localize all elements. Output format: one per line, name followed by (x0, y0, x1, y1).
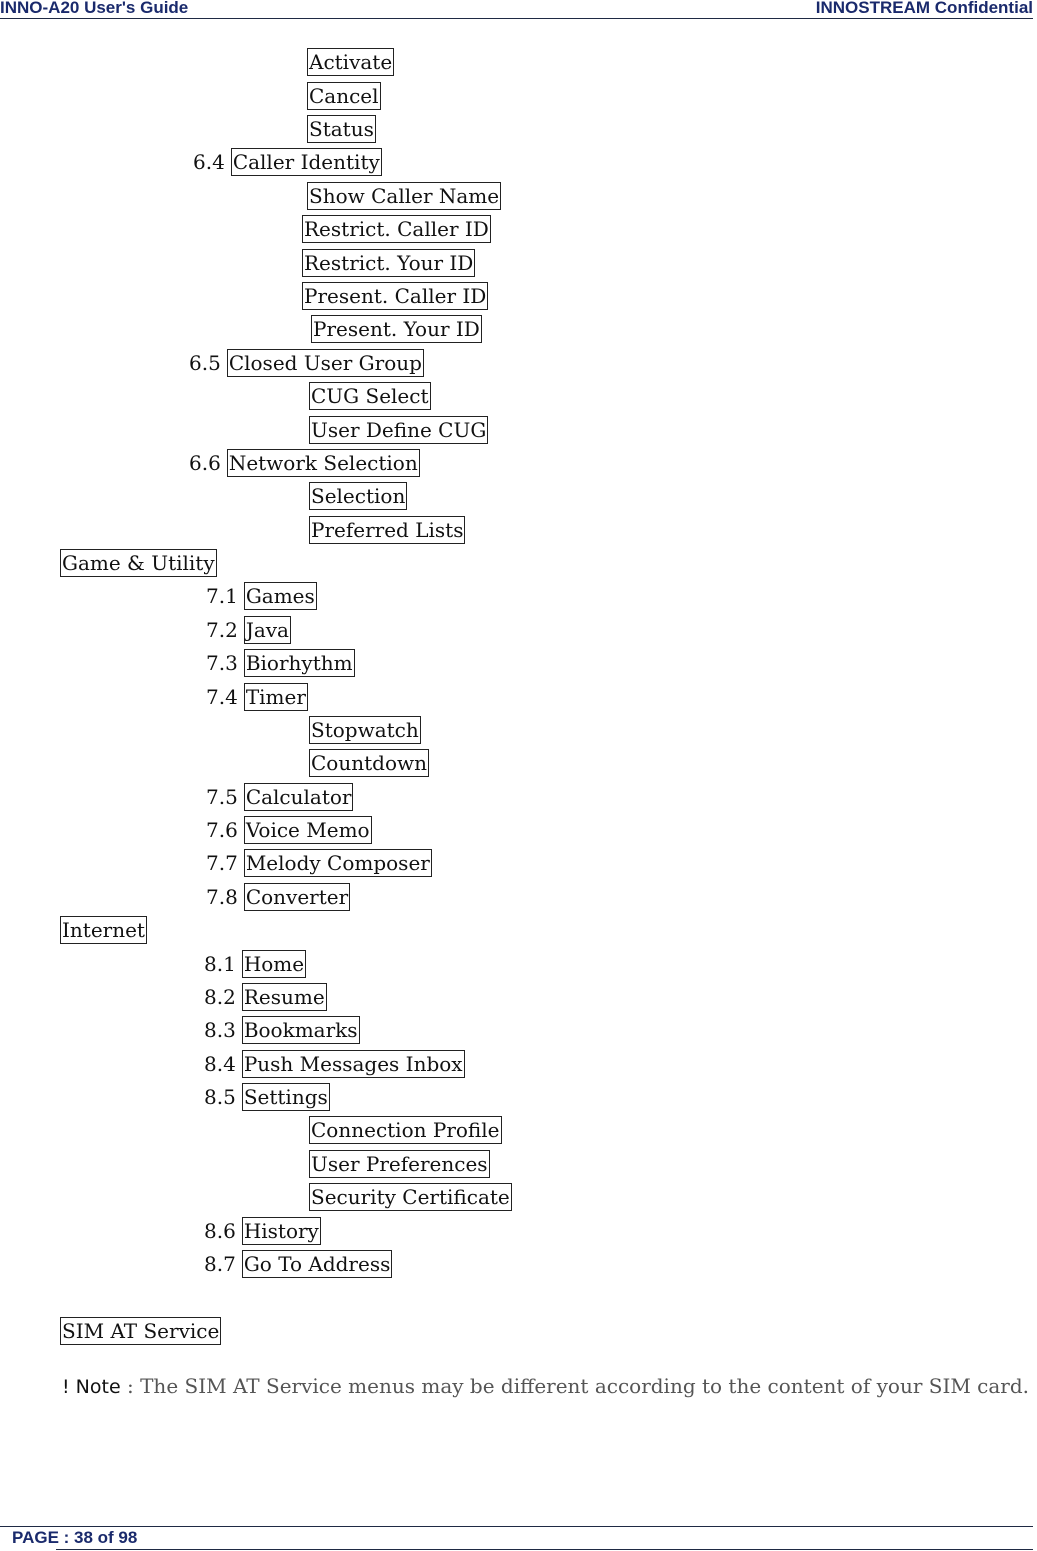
page-header (0, 0, 1033, 19)
menu-item-label: Biorhythm (245, 651, 353, 675)
menu-item-label: Resume (243, 985, 325, 1009)
menu-item-label: Present. Your ID (313, 317, 480, 341)
menu-item-number: 6.5 (189, 351, 221, 375)
menu-item-number: 7.2 (206, 618, 238, 642)
note-text: : The SIM AT Service menus may be different according to the content of your SIM card. (120, 1374, 1030, 1398)
menu-item (204, 1250, 392, 1278)
menu-item-label: Game & Utility (62, 551, 215, 575)
menu-item-number: 8.4 (204, 1052, 236, 1076)
menu-item (302, 249, 475, 277)
menu-item (193, 148, 382, 176)
menu-item-number: 7.4 (206, 685, 238, 709)
menu-item-label: Show Caller Name (309, 184, 500, 208)
menu-item (206, 816, 372, 844)
menu-item-label: Games (245, 584, 315, 608)
menu-item-label: Closed User Group (228, 351, 422, 375)
menu-item-label: Selection (311, 484, 406, 508)
menu-item-label: Cancel (309, 84, 379, 108)
menu-item-label: Converter (245, 885, 349, 909)
menu-item-number: 7.5 (206, 785, 238, 809)
menu-item (204, 1217, 321, 1245)
menu-item (309, 1150, 490, 1178)
menu-item (307, 182, 501, 210)
menu-item-label: Status (309, 117, 374, 141)
menu-item-label: Push Messages Inbox (243, 1052, 463, 1076)
menu-item (204, 983, 327, 1011)
menu-item-number: 8.1 (204, 952, 236, 976)
menu-item (309, 749, 429, 777)
menu-item-label: Java (245, 618, 289, 642)
menu-item (309, 1116, 502, 1144)
footer-rule-top (0, 1526, 1033, 1527)
menu-item-number: 7.1 (206, 584, 238, 608)
menu-item-label: Go To Address (243, 1252, 391, 1276)
menu-item (204, 1083, 330, 1111)
menu-item-number: 6.6 (189, 451, 221, 475)
menu-item (307, 115, 376, 143)
menu-item-label: Preferred Lists (311, 518, 464, 542)
menu-item (307, 82, 381, 110)
menu-item-label: User Define CUG (311, 418, 487, 442)
note-label: ! Note (62, 1376, 121, 1398)
menu-item-label: Present. Caller ID (304, 284, 487, 308)
menu-item-label: Internet (62, 918, 145, 942)
menu-item-label: History (243, 1219, 319, 1243)
menu-item (309, 482, 407, 510)
menu-item-number: 8.6 (204, 1219, 236, 1243)
menu-item (204, 1016, 360, 1044)
menu-item (309, 382, 431, 410)
menu-item-number: 7.8 (206, 885, 238, 909)
menu-item-number: 7.7 (206, 851, 238, 875)
menu-item (309, 716, 421, 744)
menu-item-number: 7.6 (206, 818, 238, 842)
menu-item-label: User Preferences (311, 1152, 488, 1176)
page-footer (0, 1526, 1033, 1550)
note (62, 1374, 1029, 1398)
menu-item (206, 616, 291, 644)
menu-item (204, 950, 306, 978)
menu-item-number: 8.5 (204, 1085, 236, 1109)
menu-item (302, 282, 488, 310)
menu-item (311, 315, 482, 343)
menu-item-number: 8.7 (204, 1252, 236, 1276)
menu-item-label: Melody Composer (245, 851, 430, 875)
menu-item (206, 582, 317, 610)
menu-item-label: Bookmarks (243, 1018, 358, 1042)
menu-item-label: Calculator (245, 785, 352, 809)
menu-item (206, 683, 308, 711)
menu-item-label: CUG Select (311, 384, 429, 408)
page-number: PAGE : 38 of 98 (12, 1528, 138, 1547)
menu-item (309, 416, 488, 444)
menu-item-label: Restrict. Caller ID (304, 217, 489, 241)
menu-item (189, 449, 420, 477)
menu-item-label: Restrict. Your ID (304, 251, 474, 275)
menu-item-label: Connection Profile (311, 1118, 500, 1142)
menu-item-number: 8.2 (204, 985, 236, 1009)
menu-item (60, 549, 217, 577)
menu-item-label: SIM AT Service (62, 1319, 220, 1343)
menu-item (307, 48, 394, 76)
menu-item-label: Voice Memo (245, 818, 370, 842)
menu-item (206, 783, 353, 811)
menu-item (309, 1183, 512, 1211)
menu-item (302, 215, 491, 243)
menu-item (206, 649, 355, 677)
menu-item-number: 6.4 (193, 150, 225, 174)
menu-item (204, 1050, 465, 1078)
footer-rule-bottom (56, 1549, 1033, 1550)
menu-item-label: Countdown (311, 751, 427, 775)
menu-item-label: Security Certificate (311, 1185, 510, 1209)
header-doc-title: INNO-A20 User's Guide (0, 0, 189, 17)
menu-item-number: 8.3 (204, 1018, 236, 1042)
menu-item-label: Timer (245, 685, 306, 709)
menu-item (206, 849, 432, 877)
header-confidential: INNOSTREAM Confidential (815, 0, 1033, 17)
menu-item-label: Settings (243, 1085, 328, 1109)
menu-item-label: Home (243, 952, 305, 976)
menu-item (309, 516, 465, 544)
menu-item-number: 7.3 (206, 651, 238, 675)
menu-item-label: Caller Identity (232, 150, 380, 174)
menu-item (189, 349, 424, 377)
menu-item (206, 883, 350, 911)
menu-item-label: Network Selection (228, 451, 418, 475)
menu-item-label: Activate (309, 50, 393, 74)
menu-item-label: Stopwatch (311, 718, 419, 742)
menu-item (60, 916, 147, 944)
menu-item (60, 1317, 221, 1345)
